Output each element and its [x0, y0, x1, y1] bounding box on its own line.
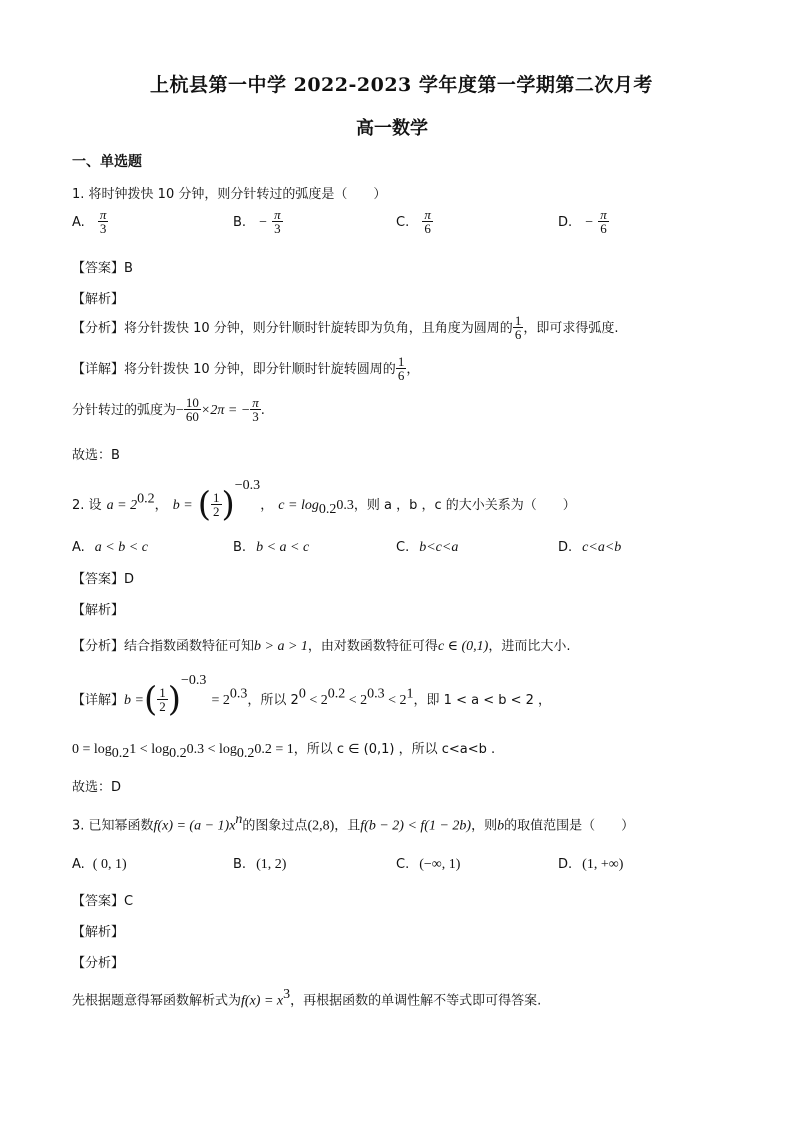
- right-paren: ): [167, 679, 181, 720]
- q2-xiangjie: [72, 673, 552, 720]
- q1-option-a: [72, 208, 108, 235]
- exponent: 0.3: [229, 686, 248, 702]
- fenxi-tail: ，进而比大小.: [488, 639, 571, 654]
- body-text: 先根据题意得幂函数解析式为: [72, 993, 242, 1009]
- body-tail: ，再根据函数的单调性解不等式即可得答案.: [290, 993, 542, 1009]
- numerator: 1: [159, 685, 166, 700]
- math-expression: b =: [172, 498, 193, 513]
- q3-option-d: [558, 853, 623, 873]
- q1-fenxi: [72, 314, 618, 341]
- minus-sign: −: [176, 403, 184, 418]
- q2-log-line: [72, 738, 495, 762]
- q2-analysis-label: 【解析】: [72, 603, 125, 618]
- fenxi-text: 【分析】将分针拨快 10 分钟，则分针顺时针旋转即为负角，且角度为圆周的: [72, 321, 513, 336]
- numerator: π: [99, 207, 107, 222]
- math-expression: = 2: [211, 693, 230, 708]
- denominator: 3: [250, 409, 261, 423]
- fraction: [598, 208, 609, 235]
- option-value: a < b < c: [94, 540, 148, 555]
- fraction: [396, 355, 407, 382]
- denominator: 6: [422, 221, 433, 235]
- option-letter: B.: [233, 857, 247, 872]
- math-expression: 0 = log: [72, 742, 112, 757]
- q3-option-c: [396, 853, 460, 873]
- math-expression: b > a > 1: [254, 639, 308, 654]
- xiangjie-text: 【详解】将分针拨快 10 分钟，即分针顺时针旋转圆周的: [72, 362, 396, 377]
- stem-prefix: 2. 设: [72, 498, 102, 513]
- q3-option-a: [72, 853, 127, 873]
- exam-subtitle: 高一数学: [356, 118, 428, 139]
- math-expression: a = 2: [106, 498, 138, 513]
- numerator: 1: [514, 313, 522, 328]
- option-letter: C.: [396, 215, 410, 230]
- q1-radian-line: [72, 396, 265, 423]
- minus-sign: −: [585, 215, 594, 230]
- q1-xiangjie: [72, 355, 419, 382]
- numerator: 10: [185, 395, 199, 410]
- fraction: [157, 686, 168, 713]
- exponent: 0: [298, 686, 306, 702]
- q3-option-b: [233, 853, 286, 873]
- option-value: b < a < c: [256, 540, 310, 555]
- numerator: π: [600, 207, 607, 222]
- xiangjie-label: 【详解】: [72, 693, 125, 708]
- option-letter: A.: [72, 215, 85, 230]
- q2-stem: [72, 478, 576, 525]
- option-letter: D.: [558, 215, 573, 230]
- denominator: 6: [397, 368, 405, 383]
- q1-option-c: [396, 208, 433, 235]
- exponent: n: [235, 812, 243, 827]
- option-value: b<c<a: [419, 540, 459, 555]
- denominator: 3: [272, 221, 283, 235]
- minus-sign: −: [259, 215, 268, 230]
- math-expression: c ∈ (0,1): [437, 639, 489, 654]
- option-letter: C.: [396, 857, 410, 872]
- fenxi-tail: ，即可求得弧度.: [523, 321, 619, 336]
- option-letter: D.: [558, 540, 573, 555]
- exponent: 1: [406, 686, 414, 702]
- math-expression: 1 < log: [129, 742, 170, 757]
- stem-mid: ，且: [334, 818, 361, 834]
- option-letter: C.: [396, 540, 410, 555]
- xiangjie-tail: ，即 1 < a < b < 2 ，: [413, 693, 552, 708]
- denominator: 60: [185, 409, 199, 424]
- math-expression: f(b − 2) < f(1 − 2b): [360, 818, 472, 834]
- fenxi-mid: ，由对数函数特征可得: [307, 639, 438, 654]
- math-expression: < 2: [384, 693, 407, 708]
- option-letter: D.: [558, 857, 573, 872]
- denominator: 3: [98, 221, 109, 235]
- stem-mid: 的图象过点: [242, 818, 308, 834]
- math-variable: b: [497, 818, 505, 834]
- stem-prefix: 3. 已知幂函数: [72, 818, 154, 834]
- q3-fenxi-label: 【分析】: [72, 956, 125, 971]
- denominator: 6: [514, 327, 522, 342]
- denominator: 6: [598, 221, 609, 235]
- option-value: ( 0, 1): [92, 857, 127, 872]
- numerator: π: [424, 207, 431, 222]
- period: .: [260, 403, 265, 418]
- q3-stem: [72, 812, 634, 834]
- exponent: −0.3: [181, 673, 207, 688]
- option-value: c<a<b: [582, 540, 622, 555]
- q1-option-b: [233, 208, 283, 235]
- option-value: (1, +∞): [582, 857, 624, 872]
- fraction: [98, 208, 109, 235]
- option-value: (−∞, 1): [419, 857, 461, 872]
- q2-choose: 故选：D: [72, 780, 122, 795]
- math-expression: 0.2 = 1: [254, 742, 294, 757]
- option-letter: A.: [72, 540, 85, 555]
- option-letter: A.: [72, 857, 85, 872]
- exponent: 0.2: [327, 686, 346, 702]
- comma: ，: [154, 498, 168, 513]
- exponent: −0.3: [234, 478, 261, 493]
- q3-analysis-label: 【解析】: [72, 925, 125, 940]
- fraction: [250, 396, 261, 423]
- section-heading: 一、单选题: [72, 154, 142, 170]
- log-base: 0.2: [318, 502, 337, 518]
- math-expression: f(x) = (a − 1)x: [153, 818, 236, 834]
- q2-option-a: [72, 536, 148, 556]
- stem-mid: ，则: [471, 818, 498, 834]
- numerator: π: [274, 207, 281, 222]
- fenxi-text: 【分析】结合指数函数特征可知: [72, 639, 255, 654]
- q2-answer: 【答案】D: [72, 572, 135, 587]
- option-value: (1, 2): [256, 857, 287, 872]
- exponent: 3: [283, 987, 291, 1002]
- exam-title: 上杭县第一中学 2022-2023 学年度第一学期第二次月考: [150, 74, 653, 96]
- stem-tail: 的取值范围是（ ）: [504, 818, 635, 834]
- log-base: 0.2: [236, 746, 255, 762]
- denominator: 2: [213, 504, 220, 519]
- q1-analysis-label: 【解析】: [72, 292, 125, 307]
- log-base: 0.2: [111, 746, 130, 762]
- option-letter: B.: [233, 215, 247, 230]
- math-expression: b =: [124, 693, 144, 708]
- exponent: 0.2: [137, 491, 155, 507]
- fraction: [422, 208, 433, 235]
- q2-fenxi: [72, 635, 570, 655]
- q1-option-d: [558, 208, 609, 235]
- fraction: [211, 491, 222, 518]
- log-argument: 0.3: [336, 498, 354, 513]
- option-letter: B.: [233, 540, 247, 555]
- log-line-tail: ，所以 c ∈ (0,1) ，所以 c<a<b .: [293, 742, 496, 757]
- q1-answer: 【答案】B: [72, 261, 133, 276]
- q2-option-b: [233, 536, 309, 556]
- numerator: π: [252, 395, 259, 410]
- comma: ，: [260, 498, 274, 513]
- xiangjie-mid: ，所以 2: [247, 693, 299, 708]
- log-base: 0.2: [169, 746, 187, 762]
- math-expression: < 2: [305, 693, 328, 708]
- left-paren: (: [143, 679, 158, 720]
- denominator: 2: [159, 699, 166, 714]
- q3-body: [72, 987, 541, 1009]
- q3-answer: 【答案】C: [72, 894, 134, 909]
- math-expression: c = log: [278, 498, 319, 513]
- radian-text: 分针转过的弧度为: [72, 403, 177, 418]
- q1-choose: 故选：B: [72, 448, 120, 463]
- q2-option-d: [558, 536, 621, 556]
- numerator: 1: [397, 354, 405, 369]
- q1-stem: 1. 将时钟拨快 10 分钟，则分针转过的弧度是（ ）: [72, 187, 387, 202]
- math-expression: < 2: [345, 693, 368, 708]
- q2-option-c: [396, 536, 458, 556]
- fraction: [513, 314, 524, 341]
- right-paren: ): [221, 484, 235, 525]
- fraction: [184, 396, 201, 423]
- xiangjie-tail: ，: [406, 362, 420, 377]
- left-paren: (: [197, 484, 212, 525]
- numerator: 1: [213, 490, 220, 505]
- math-expression: ×2π = −: [200, 403, 251, 418]
- fraction: [272, 208, 283, 235]
- math-expression: 0.3 < log: [186, 742, 237, 757]
- exponent: 0.3: [367, 686, 385, 702]
- stem-tail: ，则 a ，b ，c 的大小关系为（ ）: [353, 498, 576, 513]
- math-expression: f(x) = x: [241, 993, 284, 1009]
- point: (2,8): [307, 818, 335, 834]
